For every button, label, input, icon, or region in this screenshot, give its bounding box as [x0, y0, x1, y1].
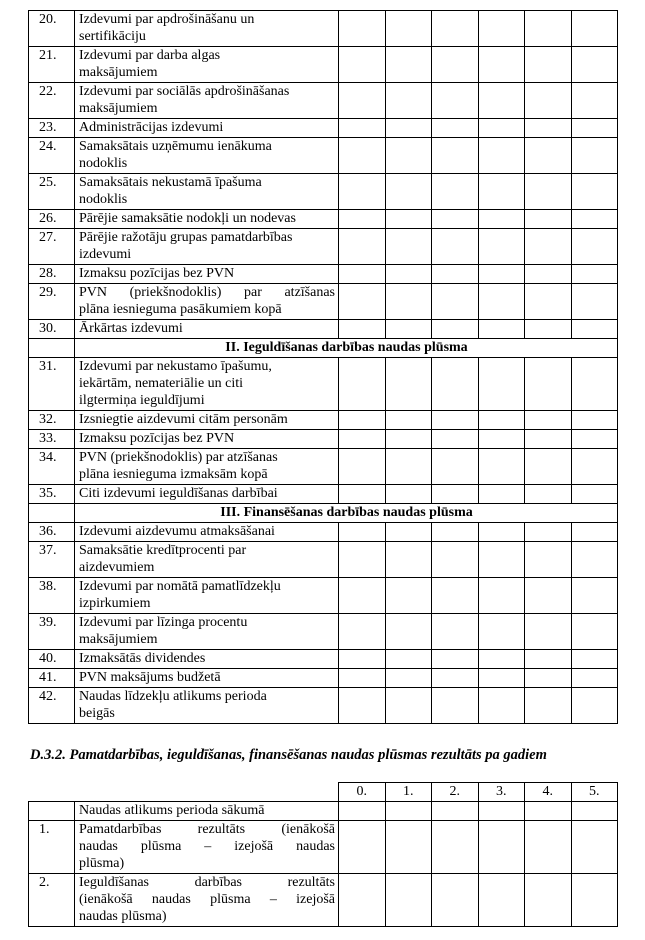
- value-cell: [385, 229, 432, 265]
- row-number-cell: 21.: [29, 47, 75, 83]
- value-cell: [525, 358, 572, 411]
- row-description-cell: [75, 802, 339, 821]
- value-cell: [571, 821, 618, 874]
- year-column-header: 1.: [385, 783, 432, 802]
- value-cell: [385, 83, 432, 119]
- value-cell: [385, 669, 432, 688]
- value-cell: [571, 265, 618, 284]
- value-cell: [432, 874, 479, 927]
- row-description-cell: [75, 265, 339, 284]
- value-cell: [525, 11, 572, 47]
- value-cell: [525, 138, 572, 174]
- value-cell: [525, 449, 572, 485]
- value-cell: [478, 802, 525, 821]
- value-cell: [571, 669, 618, 688]
- value-cell: [571, 430, 618, 449]
- value-cell: [385, 449, 432, 485]
- value-cell: [385, 11, 432, 47]
- value-cell: [478, 542, 525, 578]
- table-row: [29, 449, 618, 485]
- value-cell: [478, 358, 525, 411]
- value-cell: [478, 449, 525, 485]
- cashflow-expenses-table: [28, 10, 618, 724]
- row-label-line: Izmaksātās dividendes: [79, 651, 206, 666]
- value-cell: [478, 83, 525, 119]
- row-label-line: maksājumiem: [79, 101, 158, 116]
- section-header-row: [29, 504, 618, 523]
- row-label-line: Izdevumi aizdevumu atmaksāšanai: [79, 524, 275, 539]
- row-label-line: Pārējie ražotāju grupas pamatdarbības: [79, 230, 293, 245]
- value-cell: [478, 138, 525, 174]
- value-cell: [432, 358, 479, 411]
- value-cell: [339, 542, 386, 578]
- row-label-line: Samaksātais nekustamā īpašuma: [79, 175, 262, 190]
- table-row: [29, 821, 618, 874]
- value-cell: [339, 650, 386, 669]
- row-label-line: Izdevumi par apdrošināšanu un: [79, 12, 255, 27]
- table-row: [29, 47, 618, 83]
- value-cell: [478, 47, 525, 83]
- row-number-cell: 1.: [29, 821, 75, 874]
- value-cell: [432, 430, 479, 449]
- value-cell: [432, 485, 479, 504]
- row-label-line: Izdevumi par darba algas: [79, 48, 221, 63]
- row-number-cell: 22.: [29, 83, 75, 119]
- row-description-cell: [75, 669, 339, 688]
- value-cell: [339, 688, 386, 724]
- table-row: [29, 669, 618, 688]
- value-cell: [525, 650, 572, 669]
- row-label-line: Ārkārtas izdevumi: [79, 321, 183, 336]
- years-header-row: [29, 783, 618, 802]
- row-label-line: Izmaksu pozīcijas bez PVN: [79, 431, 235, 446]
- row-label-line: naudas plūsma – izejošā naudas: [79, 839, 335, 854]
- value-cell: [385, 210, 432, 229]
- row-label-line: PVN (priekšnodoklis) par atzīšanas: [79, 285, 335, 300]
- row-description-cell: [75, 174, 339, 210]
- yearly-results-table: [28, 782, 618, 927]
- table-row: [29, 138, 618, 174]
- value-cell: [339, 821, 386, 874]
- row-description-cell: [75, 449, 339, 485]
- row-number-cell: 37.: [29, 542, 75, 578]
- row-number-cell: 40.: [29, 650, 75, 669]
- value-cell: [339, 210, 386, 229]
- row-label-line: ilgtermiņa ieguldījumi: [79, 393, 205, 408]
- year-column-header: 0.: [339, 783, 386, 802]
- value-cell: [478, 284, 525, 320]
- row-label-line: izdevumi: [79, 247, 132, 262]
- value-cell: [339, 669, 386, 688]
- row-number-cell: 30.: [29, 320, 75, 339]
- value-cell: [385, 284, 432, 320]
- table-row: [29, 411, 618, 430]
- value-cell: [339, 578, 386, 614]
- row-label-line: Izsniegtie aizdevumi citām personām: [79, 412, 288, 427]
- value-cell: [339, 138, 386, 174]
- row-description-cell: [75, 874, 339, 927]
- row-label-line: Citi izdevumi ieguldīšanas darbībai: [79, 486, 278, 501]
- value-cell: [525, 669, 572, 688]
- row-label-line: PVN maksājums budžetā: [79, 670, 221, 685]
- value-cell: [339, 430, 386, 449]
- row-number-cell: 34.: [29, 449, 75, 485]
- value-cell: [571, 11, 618, 47]
- value-cell: [385, 119, 432, 138]
- row-number-cell: [29, 802, 75, 821]
- year-column-header: 3.: [478, 783, 525, 802]
- value-cell: [525, 83, 572, 119]
- row-description-cell: [75, 47, 339, 83]
- value-cell: [571, 411, 618, 430]
- row-description-cell: [75, 821, 339, 874]
- row-number-cell: 31.: [29, 358, 75, 411]
- value-cell: [432, 210, 479, 229]
- table-row: [29, 358, 618, 411]
- row-number-cell: 29.: [29, 284, 75, 320]
- row-description-cell: [75, 210, 339, 229]
- row-label-line: izpirkumiem: [79, 596, 151, 611]
- value-cell: [432, 650, 479, 669]
- table-row: [29, 320, 618, 339]
- value-cell: [525, 485, 572, 504]
- row-number-cell: 41.: [29, 669, 75, 688]
- value-cell: [478, 523, 525, 542]
- value-cell: [385, 578, 432, 614]
- header-spacer-cell: [29, 783, 75, 802]
- value-cell: [478, 614, 525, 650]
- value-cell: [339, 614, 386, 650]
- value-cell: [478, 669, 525, 688]
- row-label-line: Samaksātie kredītprocenti par: [79, 543, 247, 558]
- value-cell: [571, 284, 618, 320]
- row-number-cell: 26.: [29, 210, 75, 229]
- row-label-line: plāna iesnieguma izmaksām kopā: [79, 467, 268, 482]
- row-number-cell: 24.: [29, 138, 75, 174]
- row-description-cell: [75, 578, 339, 614]
- value-cell: [339, 119, 386, 138]
- value-cell: [478, 210, 525, 229]
- value-cell: [339, 265, 386, 284]
- value-cell: [571, 485, 618, 504]
- row-number-cell: 42.: [29, 688, 75, 724]
- value-cell: [339, 320, 386, 339]
- value-cell: [385, 821, 432, 874]
- value-cell: [432, 669, 479, 688]
- value-cell: [571, 449, 618, 485]
- year-column-header: 4.: [525, 783, 572, 802]
- section-heading-d32: D.3.2. Pamatdarbības, ieguldīšanas, finansēšanas naudas plūsmas rezultāts pa gadiem: [30, 747, 547, 763]
- table-row: [29, 485, 618, 504]
- value-cell: [525, 265, 572, 284]
- table-row: [29, 614, 618, 650]
- value-cell: [432, 411, 479, 430]
- value-cell: [525, 578, 572, 614]
- table-row: [29, 578, 618, 614]
- value-cell: [571, 542, 618, 578]
- value-cell: [571, 688, 618, 724]
- row-number-cell: 25.: [29, 174, 75, 210]
- value-cell: [525, 320, 572, 339]
- value-cell: [432, 138, 479, 174]
- header-spacer-cell: [75, 783, 339, 802]
- value-cell: [432, 284, 479, 320]
- value-cell: [385, 138, 432, 174]
- years-table-body: [29, 783, 618, 927]
- value-cell: [432, 614, 479, 650]
- row-number-cell: 33.: [29, 430, 75, 449]
- value-cell: [571, 358, 618, 411]
- value-cell: [339, 802, 386, 821]
- value-cell: [339, 485, 386, 504]
- row-description-cell: [75, 411, 339, 430]
- value-cell: [385, 430, 432, 449]
- row-label-line: plūsma): [79, 856, 125, 871]
- value-cell: [385, 320, 432, 339]
- value-cell: [339, 174, 386, 210]
- table-row: [29, 284, 618, 320]
- value-cell: [385, 614, 432, 650]
- row-description-cell: [75, 542, 339, 578]
- table-row: [29, 119, 618, 138]
- value-cell: [525, 430, 572, 449]
- value-cell: [432, 320, 479, 339]
- value-cell: [432, 265, 479, 284]
- value-cell: [478, 265, 525, 284]
- value-cell: [478, 320, 525, 339]
- value-cell: [571, 578, 618, 614]
- value-cell: [478, 11, 525, 47]
- row-label-line: plāna iesnieguma pasākumiem kopā: [79, 302, 282, 317]
- row-number-cell: 39.: [29, 614, 75, 650]
- row-description-cell: [75, 11, 339, 47]
- year-column-header: 5.: [571, 783, 618, 802]
- value-cell: [571, 210, 618, 229]
- value-cell: [432, 523, 479, 542]
- row-description-cell: [75, 430, 339, 449]
- value-cell: [478, 650, 525, 669]
- row-label-line: nodoklis: [79, 192, 128, 207]
- value-cell: [432, 229, 479, 265]
- row-label-line: naudas plūsma): [79, 909, 167, 924]
- table-row: [29, 210, 618, 229]
- value-cell: [571, 523, 618, 542]
- row-label-line: Naudas atlikums perioda sākumā: [79, 803, 265, 818]
- table-row: [29, 11, 618, 47]
- value-cell: [339, 47, 386, 83]
- value-cell: [432, 578, 479, 614]
- value-cell: [432, 449, 479, 485]
- table-row: [29, 430, 618, 449]
- row-label-line: sertifikāciju: [79, 29, 146, 44]
- value-cell: [432, 47, 479, 83]
- row-label-line: iekārtām, nemateriālie un citi: [79, 376, 244, 391]
- row-label-line: nodoklis: [79, 156, 128, 171]
- row-label-line: Izmaksu pozīcijas bez PVN: [79, 266, 235, 281]
- row-number-cell: 38.: [29, 578, 75, 614]
- value-cell: [571, 83, 618, 119]
- value-cell: [525, 411, 572, 430]
- value-cell: [385, 358, 432, 411]
- row-label-line: maksājumiem: [79, 632, 158, 647]
- row-label-line: maksājumiem: [79, 65, 158, 80]
- row-label-line: Izdevumi par nomātā pamatlīdzekļu: [79, 579, 281, 594]
- value-cell: [478, 411, 525, 430]
- value-cell: [478, 821, 525, 874]
- section-title-cell: III. Finansēšanas darbības naudas plūsma: [75, 504, 618, 523]
- value-cell: [385, 650, 432, 669]
- value-cell: [385, 265, 432, 284]
- row-description-cell: [75, 485, 339, 504]
- table-row: [29, 83, 618, 119]
- value-cell: [571, 650, 618, 669]
- value-cell: [385, 874, 432, 927]
- value-cell: [525, 119, 572, 138]
- value-cell: [432, 688, 479, 724]
- table-row: [29, 650, 618, 669]
- row-label-line: Izdevumi par sociālās apdrošināšanas: [79, 84, 290, 99]
- value-cell: [571, 119, 618, 138]
- value-cell: [571, 614, 618, 650]
- table-row: [29, 229, 618, 265]
- value-cell: [525, 210, 572, 229]
- value-cell: [385, 688, 432, 724]
- row-label-line: Pamatdarbības rezultāts (ienākošā: [79, 822, 335, 837]
- value-cell: [385, 802, 432, 821]
- row-description-cell: [75, 119, 339, 138]
- value-cell: [339, 11, 386, 47]
- value-cell: [571, 802, 618, 821]
- section-title-cell: II. Ieguldīšanas darbības naudas plūsma: [75, 339, 618, 358]
- value-cell: [339, 358, 386, 411]
- value-cell: [339, 449, 386, 485]
- value-cell: [525, 614, 572, 650]
- value-cell: [432, 11, 479, 47]
- value-cell: [432, 821, 479, 874]
- row-label-line: PVN (priekšnodoklis) par atzīšanas: [79, 450, 278, 465]
- value-cell: [339, 411, 386, 430]
- row-description-cell: [75, 83, 339, 119]
- value-cell: [571, 229, 618, 265]
- value-cell: [525, 284, 572, 320]
- row-label-line: beigās: [79, 706, 115, 721]
- value-cell: [339, 83, 386, 119]
- table-row: [29, 542, 618, 578]
- row-description-cell: [75, 284, 339, 320]
- value-cell: [571, 320, 618, 339]
- value-cell: [525, 802, 572, 821]
- row-label-line: Samaksātais uzņēmumu ienākuma: [79, 139, 272, 154]
- row-description-cell: [75, 614, 339, 650]
- row-number-cell: 27.: [29, 229, 75, 265]
- value-cell: [525, 874, 572, 927]
- row-description-cell: [75, 320, 339, 339]
- value-cell: [385, 485, 432, 504]
- row-label-line: Naudas līdzekļu atlikums perioda: [79, 689, 267, 704]
- row-label-line: Izdevumi par nekustamo īpašumu,: [79, 359, 272, 374]
- value-cell: [478, 688, 525, 724]
- row-label-line: Pārējie samaksātie nodokļi un nodevas: [79, 211, 296, 226]
- row-number-cell: 32.: [29, 411, 75, 430]
- table-row: [29, 265, 618, 284]
- row-number-cell: 28.: [29, 265, 75, 284]
- value-cell: [478, 174, 525, 210]
- value-cell: [571, 47, 618, 83]
- value-cell: [339, 229, 386, 265]
- row-label-line: aizdevumiem: [79, 560, 155, 575]
- value-cell: [478, 485, 525, 504]
- value-cell: [478, 874, 525, 927]
- value-cell: [432, 83, 479, 119]
- row-number-cell: [29, 504, 75, 523]
- row-number-cell: 2.: [29, 874, 75, 927]
- table-row: [29, 802, 618, 821]
- value-cell: [525, 542, 572, 578]
- value-cell: [339, 523, 386, 542]
- section-header-row: [29, 339, 618, 358]
- value-cell: [478, 229, 525, 265]
- value-cell: [385, 523, 432, 542]
- value-cell: [339, 874, 386, 927]
- value-cell: [385, 47, 432, 83]
- row-label-line: Izdevumi par līzinga procentu: [79, 615, 248, 630]
- value-cell: [339, 284, 386, 320]
- value-cell: [571, 874, 618, 927]
- row-description-cell: [75, 229, 339, 265]
- row-number-cell: 20.: [29, 11, 75, 47]
- row-number-cell: 35.: [29, 485, 75, 504]
- value-cell: [478, 119, 525, 138]
- value-cell: [525, 47, 572, 83]
- value-cell: [525, 174, 572, 210]
- table-row: [29, 874, 618, 927]
- value-cell: [432, 802, 479, 821]
- value-cell: [525, 821, 572, 874]
- value-cell: [525, 229, 572, 265]
- value-cell: [385, 542, 432, 578]
- value-cell: [571, 174, 618, 210]
- value-cell: [571, 138, 618, 174]
- row-label-line: Administrācijas izdevumi: [79, 120, 224, 135]
- row-label-line: Ieguldīšanas darbības rezultāts: [79, 875, 335, 890]
- value-cell: [478, 430, 525, 449]
- row-description-cell: [75, 138, 339, 174]
- value-cell: [385, 174, 432, 210]
- row-description-cell: [75, 650, 339, 669]
- value-cell: [432, 174, 479, 210]
- value-cell: [432, 119, 479, 138]
- value-cell: [525, 688, 572, 724]
- row-number-cell: 36.: [29, 523, 75, 542]
- table-row: [29, 174, 618, 210]
- value-cell: [525, 523, 572, 542]
- value-cell: [432, 542, 479, 578]
- row-label-line: (ienākošā naudas plūsma – izejošā: [79, 892, 335, 907]
- row-number-cell: [29, 339, 75, 358]
- value-cell: [385, 411, 432, 430]
- cashflow-table-body: [29, 11, 618, 724]
- table-row: [29, 688, 618, 724]
- year-column-header: 2.: [432, 783, 479, 802]
- row-description-cell: [75, 523, 339, 542]
- table-row: [29, 523, 618, 542]
- row-description-cell: [75, 688, 339, 724]
- row-number-cell: 23.: [29, 119, 75, 138]
- value-cell: [478, 578, 525, 614]
- row-description-cell: [75, 358, 339, 411]
